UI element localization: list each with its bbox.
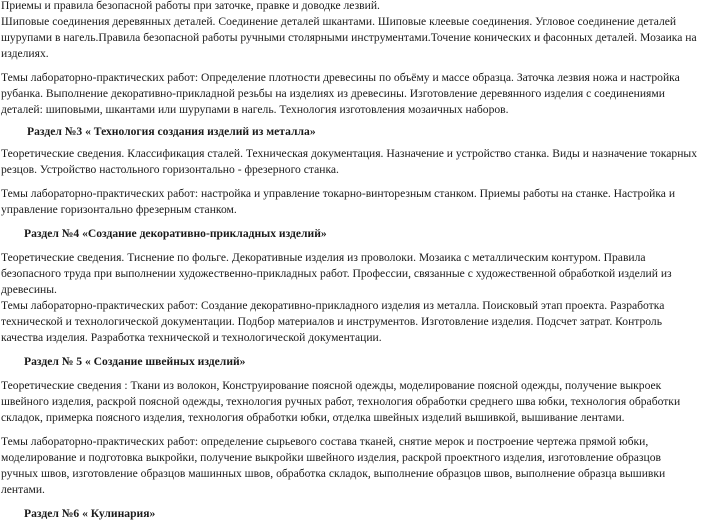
intro-line-2: Шиповые соединения деревянных деталей. Соединение деталей шкантами. Шиповые клеевые соединения. Угловое соединение деталей шурупами в нагель.Правила безопасной работы ручными столярными инструментами.Точение конических и фасонных деталей. Мозаика на изделиях.	[1, 15, 697, 60]
section-6-title: Раздел №6 « Кулинария»	[24, 507, 156, 520]
section-3-title: Раздел №3 « Технология создания изделий из металла»	[27, 125, 316, 138]
section-3-lab: Темы лабораторно-практических работ: настройка и управление токарно-винторезным станком. Приемы работы на станке. Настройка и управление горизонтально фрезерным станком.	[1, 187, 676, 216]
section-4-theory: Теоретические сведения. Тиснение по фольге. Декоративные изделия из проволоки. Мозаика с металлическим контуром. Правила безопасного труда при выполнении художественно-прикладных работ. Профессии, связанные с художественной обработкой изделий из древесины.	[1, 251, 672, 296]
section-3-theory: Теоретические сведения. Классификация сталей. Техническая документация. Назначение и устройство станка. Виды и назначение токарных резцов. Устройство настольного горизонтально - фрезерного станка.	[1, 147, 697, 176]
intro-line-1: Приемы и правила безопасной работы при заточке, правке и доводке лезвий.	[1, 0, 380, 12]
section-4-title: Раздел №4 «Создание декоративно-прикладных изделий»	[24, 227, 327, 240]
section-5-theory: Теоретические сведения : Ткани из волокон, Конструирование поясной одежды, моделирование поясной одежды, получение выкроек швейного изделия, раскрой поясной одежды, технология ручных работ, технология обработки среднего шва юбки, технология обработки складок, примерка поясного изделия, технология обработки юбки, отделка швейных изделий вышивкой, вышивание лентами.	[1, 379, 681, 424]
section-4-lab: Темы лабораторно-практических работ: Создание декоративно-прикладного изделия из металла. Поисковый этап проекта. Разработка технической и технологической документации. Подбор материалов и инструментов. Изготовление изделия. Подсчет затрат. Контроль качества изделия. Разработка технической и технологической документации.	[1, 299, 665, 344]
lab-topics-wood: Темы лабораторно-практических работ: Определение плотности древесины по объёму и массе образца. Заточка лезвия ножа и настройка рубанка. Выполнение декоративно-прикладной резьбы на изделиях из древесины. Изготовление деревянного изделия с соединениями деталей: шиповыми, шкантами или шурупами в нагель. Технология изготовления мозаичных наборов.	[1, 71, 680, 116]
section-5-lab: Темы лабораторно-практических работ: определение сырьевого состава тканей, снятие мерок и построение чертежа прямой юбки, моделирование и подготовка выкройки, получение выкройки швейного изделия, раскрой проектного изделия, изготовление образцов ручных швов, изготовление образцов машинных швов, обработка складок, выполнение образцов швов, выполнение образца вышивки лентами.	[1, 435, 666, 496]
section-5-title: Раздел № 5 « Создание швейных изделий»	[24, 355, 246, 368]
